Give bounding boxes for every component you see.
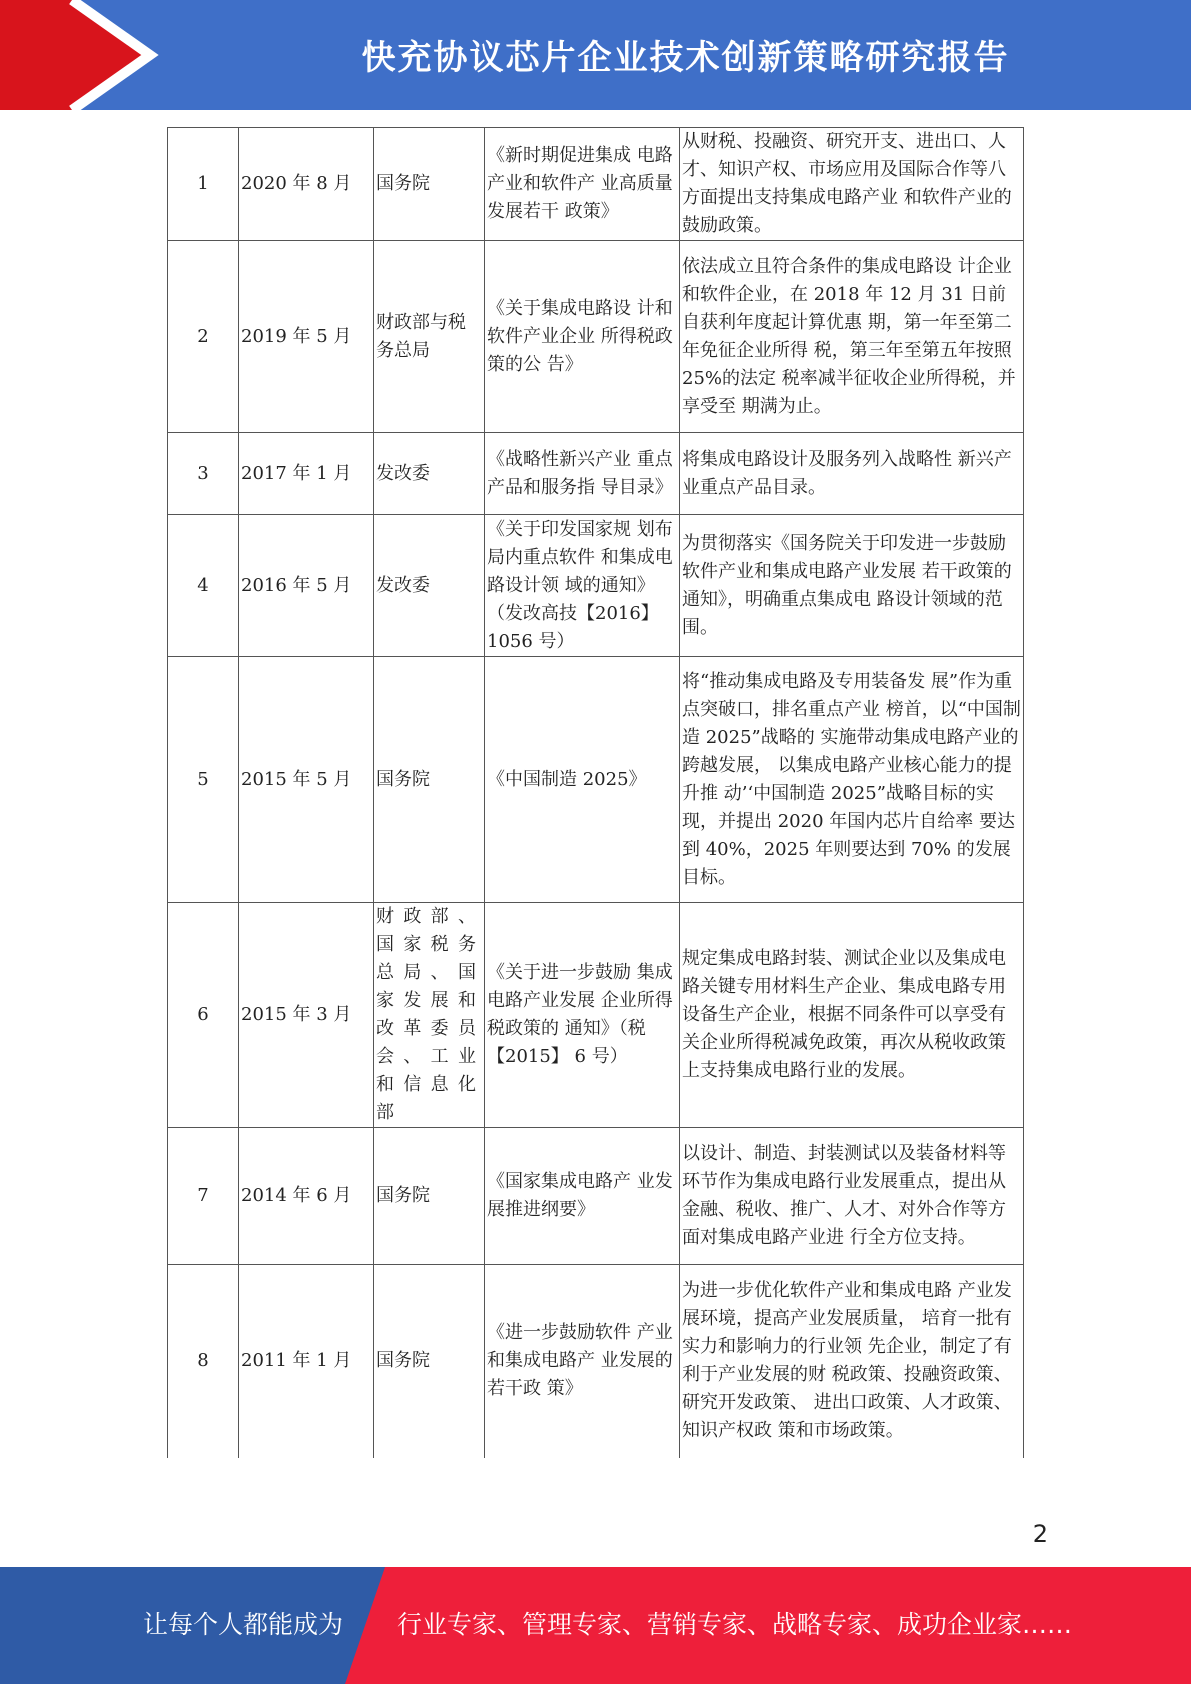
footer-slogan-right: 行业专家、管理专家、营销专家、战略专家、成功企业家…… — [397, 1610, 1073, 1639]
row-number: 6 — [168, 903, 239, 1128]
policy-table-container — [167, 127, 1024, 1458]
table-row — [168, 128, 1024, 241]
row-number: 5 — [168, 657, 239, 903]
table-row — [168, 903, 1024, 1128]
row-number: 1 — [168, 128, 239, 241]
row-description: 为进一步优化软件产业和集成电路 产业发展环境，提高产业发展质量， 培育一批有实力和影响力的行业领 先企业，制定了有利于产业发展的财 税政策、投融资政策、研究开发政策、 进出口政策、人才政策、知识产权政 策和市场政策。 — [680, 1265, 1024, 1458]
row-number: 2 — [168, 241, 239, 433]
row-organization: 国务院 — [374, 1128, 485, 1265]
row-policy-title: 《进一步鼓励软件 产业和集成电路产 业发展的若干政 策》 — [485, 1265, 680, 1458]
row-date: 2015 年 5 月 — [239, 657, 374, 903]
footer-slogan-left: 让每个人都能成为 — [143, 1610, 344, 1639]
row-organization: 发改委 — [374, 515, 485, 657]
row-number: 3 — [168, 433, 239, 515]
row-date: 2019 年 5 月 — [239, 241, 374, 433]
table-row — [168, 241, 1024, 433]
row-number: 7 — [168, 1128, 239, 1265]
table-row — [168, 657, 1024, 903]
header-banner — [0, 0, 1191, 110]
row-policy-title: 《关于进一步鼓励 集成电路产业发展 企业所得税政策的 通知》（税【2015】 6 号） — [485, 903, 680, 1128]
row-policy-title: 《国家集成电路产 业发展推进纲要》 — [485, 1128, 680, 1265]
row-description: 为贯彻落实《国务院关于印发进一步鼓励软件产业和集成电路产业发展 若干政策的通知》，明确重点集成电 路设计领域的范围。 — [680, 515, 1024, 657]
row-number: 4 — [168, 515, 239, 657]
row-date: 2017 年 1 月 — [239, 433, 374, 515]
row-policy-title: 《关于印发国家规 划布局内重点软件 和集成电路设计领 域的通知》（发改高技【2016】1056 号） — [485, 515, 680, 657]
row-policy-title: 《关于集成电路设 计和软件产业企业 所得税政策的公 告》 — [485, 241, 680, 433]
table-row — [168, 1128, 1024, 1265]
row-policy-title: 《新时期促进集成 电路产业和软件产 业高质量发展若干 政策》 — [485, 128, 680, 241]
row-date: 2014 年 6 月 — [239, 1128, 374, 1265]
row-date: 2011 年 1 月 — [239, 1265, 374, 1458]
row-date: 2016 年 5 月 — [239, 515, 374, 657]
policy-table — [167, 127, 1024, 1458]
row-organization: 财政部与税务总局 — [374, 241, 485, 433]
row-organization: 国务院 — [374, 128, 485, 241]
table-row — [168, 1265, 1024, 1458]
row-policy-title: 《中国制造 2025》 — [485, 657, 680, 903]
row-organization: 发改委 — [374, 433, 485, 515]
row-organization: 国务院 — [374, 1265, 485, 1458]
row-description: 规定集成电路封装、测试企业以及集成电路关键专用材料生产企业、集成电路专用设备生产企业，根据不同条件可以享受有关企业所得税减免政策，再次从税收政策上支持集成电路行业的发展。 — [680, 903, 1024, 1128]
row-description: 将“推动集成电路及专用装备发 展”作为重点突破口，排名重点产业 榜首，以“中国制造 2025”战略的 实施带动集成电路产业的跨越发展， 以集成电路产业核心能力的提升推 动’‘中国制造 2025”战略目标的实 现，并提出 2020 年国内芯片自给率 要达到 40%，2025 年则要达到 70% 的发展目标。 — [680, 657, 1024, 903]
table-row — [168, 515, 1024, 657]
row-policy-title: 《战略性新兴产业 重点产品和服务指 导目录》 — [485, 433, 680, 515]
row-description: 将集成电路设计及服务列入战略性 新兴产业重点产品目录。 — [680, 433, 1024, 515]
row-description: 以设计、制造、封装测试以及装备材料等环节作为集成电路行业发展重点，提出从金融、税收、推广、人才、对外合作等方面对集成电路产业进 行全方位支持。 — [680, 1128, 1024, 1265]
row-date: 2020 年 8 月 — [239, 128, 374, 241]
row-description: 从财税、投融资、研究开支、进出口、人才、知识产权、市场应用及国际合作等八方面提出支持集成电路产业 和软件产业的鼓励政策。 — [680, 128, 1024, 241]
footer-banner — [0, 1567, 1191, 1684]
table-row — [168, 433, 1024, 515]
row-organization: 财政部、国家税务总局、国家发展和改革委员会、工业和信息化部 — [374, 903, 485, 1128]
report-title: 快充协议芯片企业技术创新策略研究报告 — [361, 38, 1010, 78]
page-number: 2 — [1032, 1520, 1048, 1548]
row-organization: 国务院 — [374, 657, 485, 903]
row-date: 2015 年 3 月 — [239, 903, 374, 1128]
row-description: 依法成立且符合条件的集成电路设 计企业和软件企业，在 2018 年 12 月 31 日前自获利年度起计算优惠 期，第一年至第二年免征企业所得 税，第三年至第五年按照 25%的法定 税率减半征收企业所得税，并享受至 期满为止。 — [680, 241, 1024, 433]
row-number: 8 — [168, 1265, 239, 1458]
